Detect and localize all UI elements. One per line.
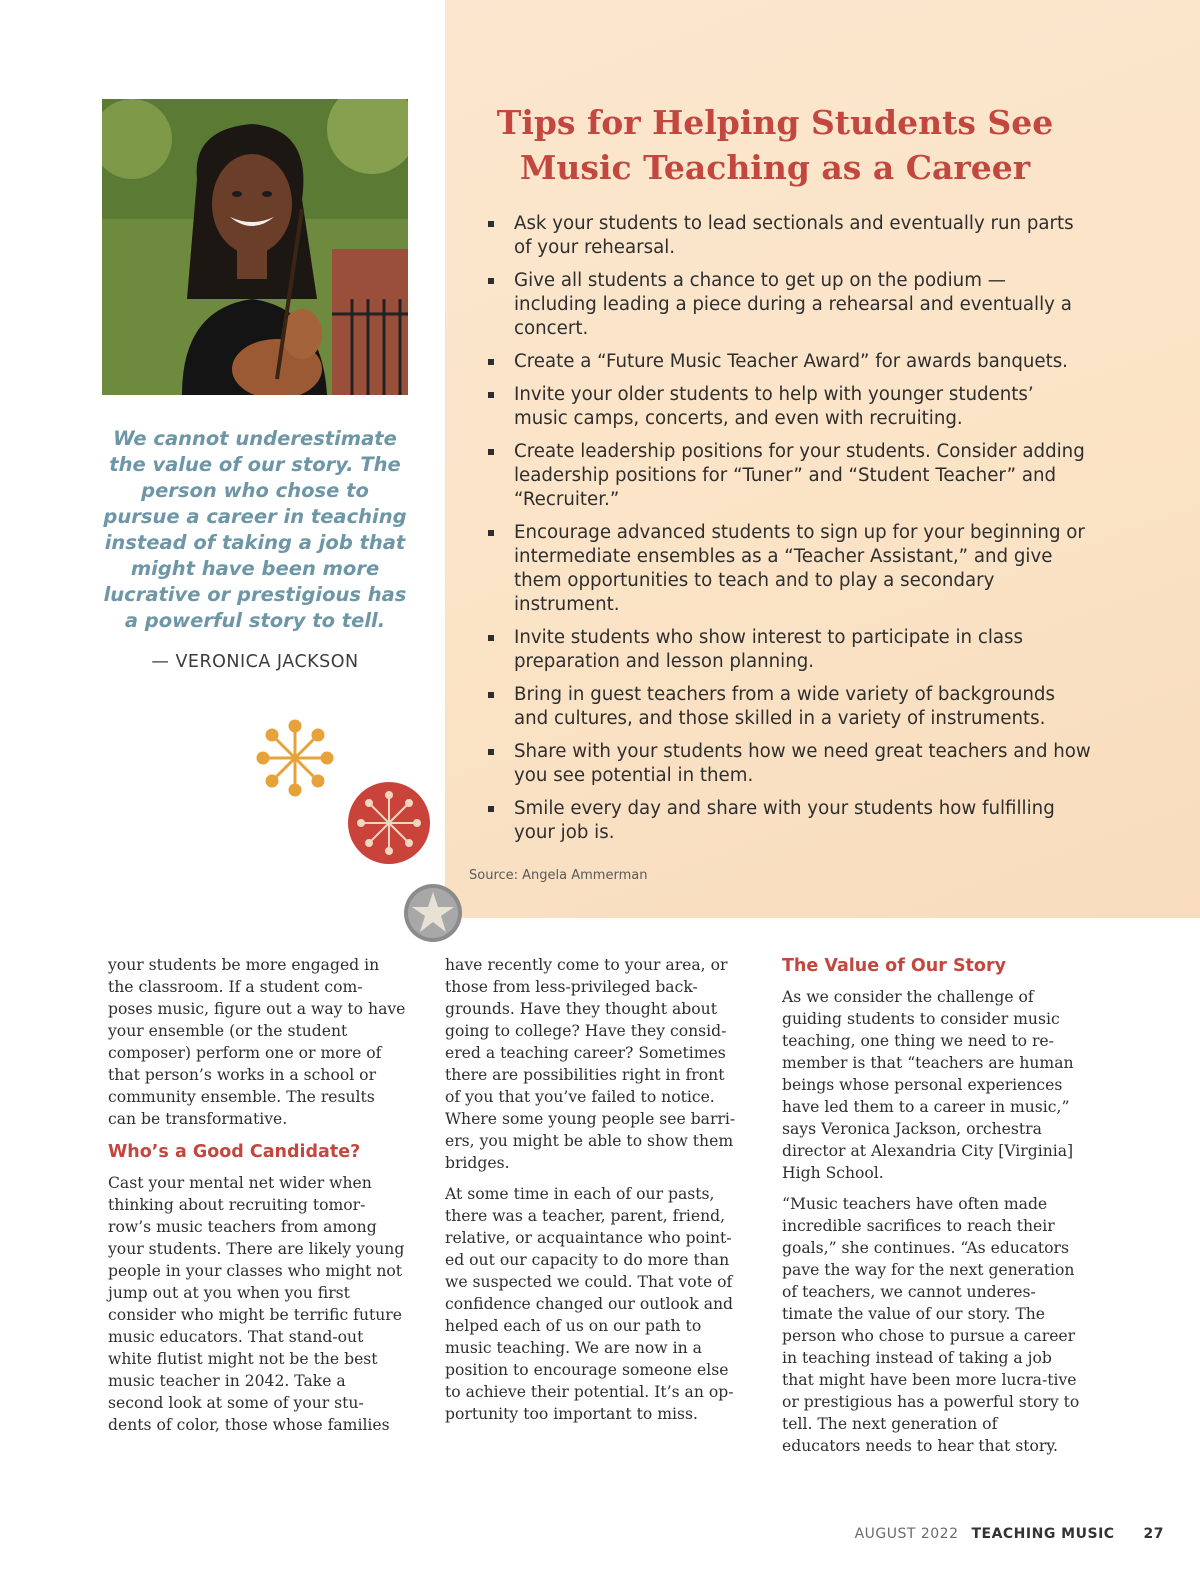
tips-item-text: Encourage advanced students to sign up for your beginning or intermediate ensembles as a “Teacher Assistant,” and give them opportunities to teach and to play a secondary instrument. [514,522,1085,615]
pull-quote-attribution: — VERONICA JACKSON [151,652,359,672]
tips-list [486,212,1091,854]
silver-star-circle-icon [402,882,464,944]
paragraph: As we consider the challenge of guiding students to consider music teaching, one thing we need to re-member is that “teachers are human beings whose personal experiences have led them to a career in music,” says Veronica Jackson, orchestra director at Alexandria City [Virginia] High School. [782,988,1074,1182]
issue-date: AUGUST 2022 [854,1526,959,1542]
tips-item-text: Smile every day and share with your students how fulfilling your job is. [514,798,1055,843]
tips-item-text: Invite your older students to help with younger students’ music camps, concerts, and even with recruiting. [514,384,1034,429]
tips-item [486,212,1091,260]
tips-title: Tips for Helping Students See Music Teaching as a Career [496,103,1054,187]
tips-item [486,440,1091,512]
tips-item-text: Give all students a chance to get up on the podium — including leading a piece during a rehearsal and eventually a concert. [514,270,1072,339]
article-column-1 [108,954,406,1445]
tips-item-text: Invite students who show interest to participate in class preparation and lesson planning. [514,627,1023,672]
tips-item-text: Create a “Future Music Teacher Award” for awards banquets. [514,351,1068,372]
veronica-jackson-photo [102,99,408,395]
bullet-icon [488,806,494,812]
tips-item [486,383,1091,431]
bullet-icon [488,530,494,536]
red-starburst-circle-icon [344,778,434,868]
bullet-icon [488,392,494,398]
tips-item-text: Create leadership positions for your students. Consider adding leadership positions for “Tuner” and “Student Teacher” and “Recruiter.” [514,441,1085,510]
tips-item [486,797,1091,845]
article-column-2 [445,954,743,1434]
tips-source: Source: Angela Ammerman [469,868,648,883]
tips-item [486,521,1091,617]
article-column-3 [782,954,1080,1466]
page-footer [855,1526,1164,1542]
paragraph: At some time in each of our pasts, there was a teacher, parent, friend, relative, or acquaintance who point-ed out our capacity to do more than we suspected we could. That vote of confidence changed our outlook and helped each of us on our path to music teaching. We are now in a position to encourage someone else to achieve their potential. It’s an op-portunity too important to miss. [445,1185,734,1423]
bullet-icon [488,359,494,365]
tips-item-text: Bring in guest teachers from a wide variety of backgrounds and cultures, and those skilled in a variety of instruments. [514,684,1055,729]
tips-item [486,683,1091,731]
tips-item [486,269,1091,341]
orange-starburst-icon [255,718,335,798]
pull-quote: We cannot underestimate the value of our story. The person who chose to pursue a career in teaching instead of taking a job that might have been more lucrative or prestigious has a powerful story to tell. [103,427,407,632]
bullet-icon [488,635,494,641]
magazine-name: TEACHING MUSIC [971,1526,1115,1542]
bullet-icon [488,449,494,455]
paragraph: Cast your mental net wider when thinking about recruiting tomor-row’s music teachers from among your students. There are likely young people in your classes who might not jump out at you when you first consider who might be terrific future music educators. That stand-out white flutist might not be the best music teacher in 2042. Take a second look at some of your stu-dents of color, those whose families [108,1174,405,1434]
paragraph: “Music teachers have often made incredible sacrifices to reach their goals,” she continues. “As educators pave the way for the next generation of teachers, we cannot underes-timate the value of our story. The person who chose to pursue a career in teaching instead of taking a job that might have been more lucra-tive or prestigious has a powerful story to tell. The next generation of educators needs to hear that story. [782,1195,1080,1455]
tips-item-text: Share with your students how we need great teachers and how you see potential in them. [514,741,1091,786]
bullet-icon [488,278,494,284]
bullet-icon [488,221,494,227]
paragraph: your students be more engaged in the classroom. If a student com-poses music, figure out a way to have your ensemble (or the student composer) perform one or more of that person’s works in a school or community ensemble. The results can be transformative. [108,956,406,1128]
section-heading: Who’s a Good Candidate? [108,1142,361,1162]
paragraph: have recently come to your area, or those from less-privileged back-grounds. Have they thought about going to college? Have they consid-ered a teaching career? Sometimes there are possibilities right in front of you that you’ve failed to notice. Where some young people see barri-ers, you might be able to show them bridges. [445,956,736,1172]
section-heading: The Value of Our Story [782,956,1006,976]
bullet-icon [488,692,494,698]
bullet-icon [488,749,494,755]
tips-item-text: Ask your students to lead sectionals and eventually run parts of your rehearsal. [514,213,1074,258]
tips-item [486,350,1091,374]
tips-item [486,740,1091,788]
page-number: 27 [1143,1526,1164,1542]
tips-item [486,626,1091,674]
